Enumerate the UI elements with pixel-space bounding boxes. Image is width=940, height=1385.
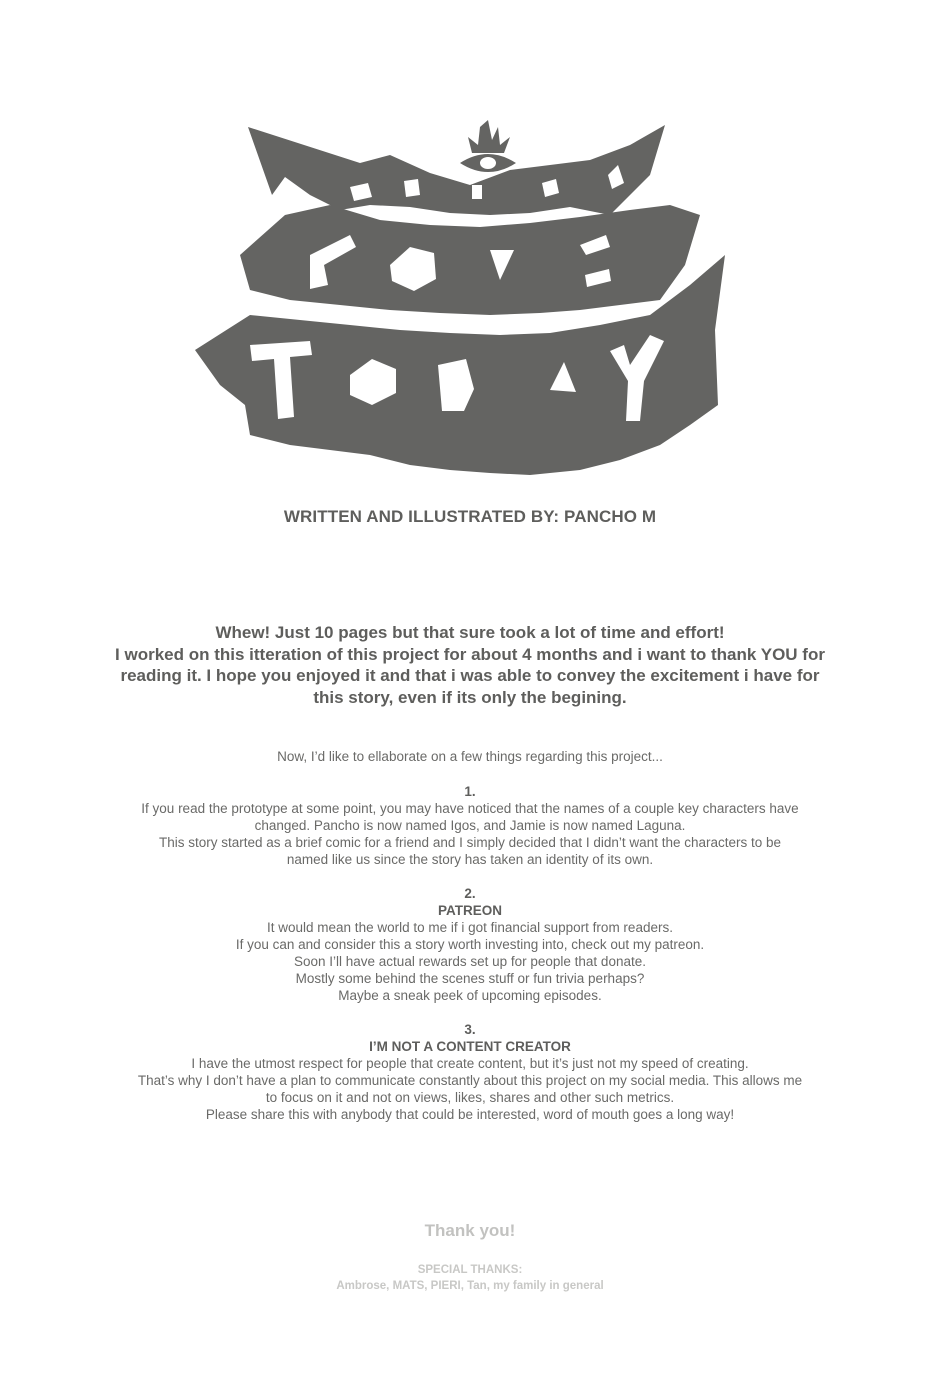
intro-line: Whew! Just 10 pages but that sure took a lot of time and effort! [215, 623, 725, 642]
note-line: If you read the prototype at some point, you may have noticed that the names of a couple key characters have [141, 801, 799, 816]
author-credit: WRITTEN AND ILLUSTRATED BY: PANCHO M [283, 507, 657, 526]
special-thanks-names: Ambrose, MATS, PIERI, Tan, my family in general [336, 1280, 604, 1292]
note-line: Please share this with anybody that could be interested, word of mouth goes a long way! [205, 1107, 735, 1122]
title-logo [190, 115, 730, 480]
notes-list [0, 783, 940, 1140]
note-line: changed. Pancho is now named Igos, and Jamie is now named Laguna. [254, 818, 686, 833]
note-number: 2. [464, 886, 476, 901]
logo-graphic [190, 115, 730, 480]
note-line: Maybe a sneak peek of upcoming episodes. [338, 988, 602, 1003]
special-thanks [0, 1262, 940, 1294]
note-line: If you can and consider this a story worth investing into, check out my patreon. [235, 937, 705, 952]
note-section-2 [0, 885, 940, 1004]
note-number: 1. [464, 784, 476, 799]
eye-icon [460, 154, 516, 172]
note-line: I have the utmost respect for people that create content, but it’s just not my speed of creating. [191, 1056, 749, 1071]
note-line: named like us since the story has taken an identity of its own. [286, 852, 654, 867]
note-line: It would mean the world to me if i got financial support from readers. [267, 920, 673, 935]
intro-message [0, 622, 940, 708]
note-line: Soon I’ll have actual rewards set up for people that donate. [294, 954, 646, 969]
note-number: 3. [464, 1022, 476, 1037]
intro-line: I worked on this itteration of this project for about 4 months and i want to thank YOU for [115, 644, 825, 664]
special-thanks-label: SPECIAL THANKS: [417, 1264, 523, 1276]
eye-crown-icon [468, 120, 510, 153]
note-section-1 [0, 783, 940, 868]
note-line: That’s why I don’t have a plan to communicate constantly about this project on my social media. This allows me [137, 1073, 803, 1088]
intro-line: this story, even if its only the begining. [313, 687, 627, 707]
intro-line: reading it. I hope you enjoyed it and that i was able to convey the excitement i have for [120, 666, 820, 685]
thank-you: Thank you! [424, 1221, 516, 1240]
note-line: This story started as a brief comic for a friend and I simply decided that I didn’t want the characters to be [158, 835, 782, 850]
note-heading: I’M NOT A CONTENT CREATOR [369, 1039, 571, 1054]
note-line: Mostly some behind the scenes stuff or fun trivia perhaps? [295, 971, 645, 986]
note-section-3 [0, 1021, 940, 1123]
lead-text: Now, I’d like to ellaborate on a few things regarding this project... [277, 749, 663, 764]
note-heading: PATREON [438, 903, 502, 918]
note-line: to focus on it and not on views, likes, shares and other such metrics. [265, 1090, 675, 1105]
